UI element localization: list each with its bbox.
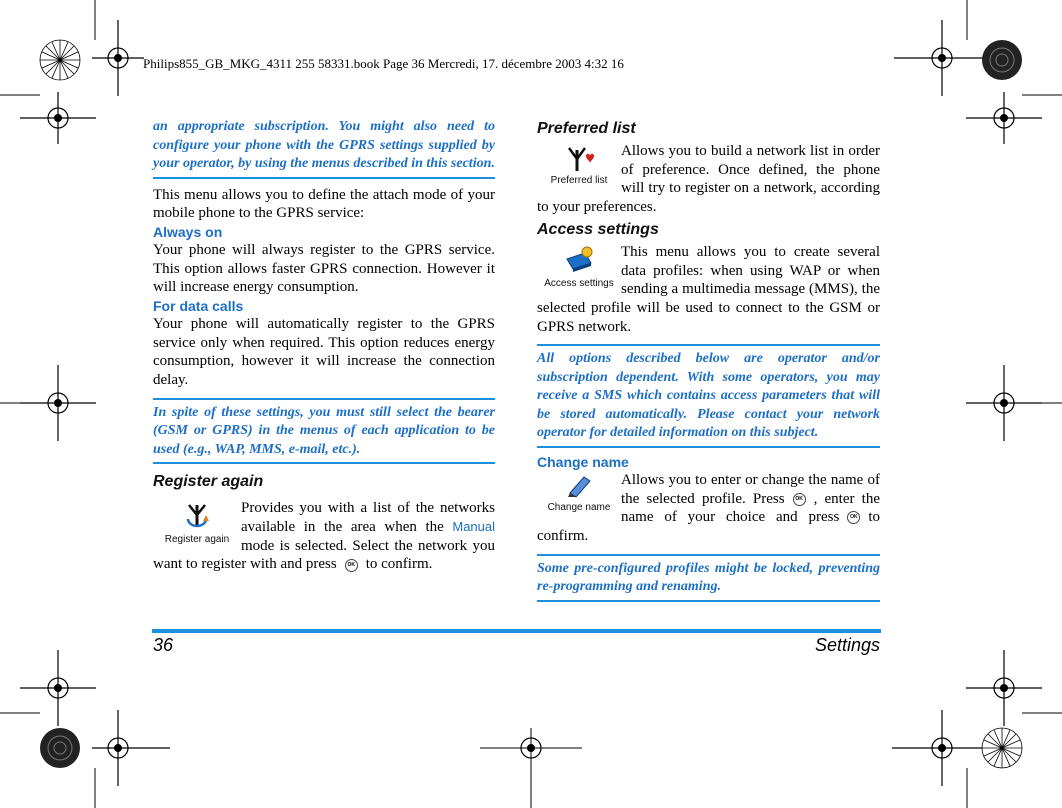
bearer-note: In spite of these settings, you must still select the bearer (GSM or GPRS) in the menus of each application to be used (e.g., WAP, MMS, e-mail, etc.). xyxy=(153,404,495,457)
preferred-list-section xyxy=(537,142,880,217)
locked-profiles-note: Some pre-configured profiles might be locked, preventing re-programming and renaming. xyxy=(537,560,880,595)
change-name-text-1: Allows you to enter or change the name of the selected profile. Press xyxy=(621,471,880,507)
register-again-text-3: to confirm. xyxy=(365,556,433,573)
subscription-note: an appropriate subscription. You might also need to configure your phone with the GPRS settings supplied by your operator, by using the menus described in this section. xyxy=(153,119,495,171)
page-number: 36 xyxy=(153,635,174,655)
right-column xyxy=(537,118,880,609)
preferred-list-text: Allows you to build a network list in order of preference. Once defined, the phone will try to register on a network, according to your preferences. xyxy=(537,143,880,216)
register-again-section xyxy=(153,499,495,574)
register-again-icon-label: Register again xyxy=(164,534,230,546)
preferred-list-icon xyxy=(564,144,594,172)
change-name-text-3: to confirm. xyxy=(537,509,880,544)
note-divider xyxy=(153,177,495,179)
register-again-icon xyxy=(182,501,212,531)
change-name-icon-label: Change name xyxy=(547,501,611,513)
register-again-heading: Register again xyxy=(153,473,264,491)
left-column xyxy=(153,118,495,574)
preferred-list-icon-box xyxy=(537,142,621,196)
preferred-list-heading: Preferred list xyxy=(537,120,636,137)
ok-key-icon: OK xyxy=(847,511,860,524)
register-again-text-2: mode is selected. Select the network you want to register with and press xyxy=(153,537,495,573)
access-settings-section xyxy=(537,243,880,337)
change-name-section xyxy=(537,471,880,546)
manual-mode-label: Manual xyxy=(452,519,495,535)
for-data-calls-heading: For data calls xyxy=(153,298,244,315)
print-file-header: Philips855_GB_MKG_4311 255 58331.book Page 36 Mercredi, 17. décembre 2003 4:32 16 xyxy=(143,56,624,71)
access-settings-icon-box xyxy=(537,243,621,297)
attach-mode-intro: This menu allows you to define the attach mode of your mobile phone to the GPRS service: xyxy=(153,186,495,222)
note-divider xyxy=(153,462,495,464)
note-divider xyxy=(153,398,495,400)
access-settings-icon-label: Access settings xyxy=(544,277,614,289)
footer-rule xyxy=(152,629,881,633)
change-name-text-2: , enter the name of your choice and press xyxy=(621,490,880,526)
register-again-text-1: Provides you with a list of the networks available in the area when the xyxy=(241,500,495,536)
access-settings-text: This menu allows you to create several data profiles: when using WAP or when sending a multimedia message (MMS), the selected profile will be used to connect to the GSM or GPRS network. xyxy=(537,243,880,335)
change-name-icon xyxy=(564,473,594,499)
section-title: Settings xyxy=(814,635,880,655)
always-on-text: Your phone will always register to the GPRS service. This option allows faster GPRS connection. However it will increase energy consumption. xyxy=(153,241,495,296)
for-data-calls-text: Your phone will automatically register to the GPRS service only when required. This option reduces energy consumption, however it will increase the connection delay. xyxy=(153,316,495,389)
note-divider xyxy=(537,344,880,346)
note-divider xyxy=(537,554,880,556)
register-again-icon-box xyxy=(153,499,241,553)
always-on-heading: Always on xyxy=(153,223,223,240)
access-settings-icon xyxy=(563,245,595,275)
change-name-heading: Change name xyxy=(537,453,629,470)
preferred-list-icon-label: Preferred list xyxy=(550,175,608,186)
access-settings-heading: Access settings xyxy=(537,220,659,238)
ok-key-icon: OK xyxy=(345,559,358,572)
operator-note: All options described below are operator and/or subscription dependent. With some operators, you may receive a SMS which contains access parameters that will be stored automatically. Please contact your network operator for detailed information on this subject. xyxy=(537,351,880,441)
change-name-icon-box xyxy=(537,471,621,525)
note-divider xyxy=(537,600,880,602)
ok-key-icon: OK xyxy=(793,493,806,506)
note-divider xyxy=(537,446,880,448)
